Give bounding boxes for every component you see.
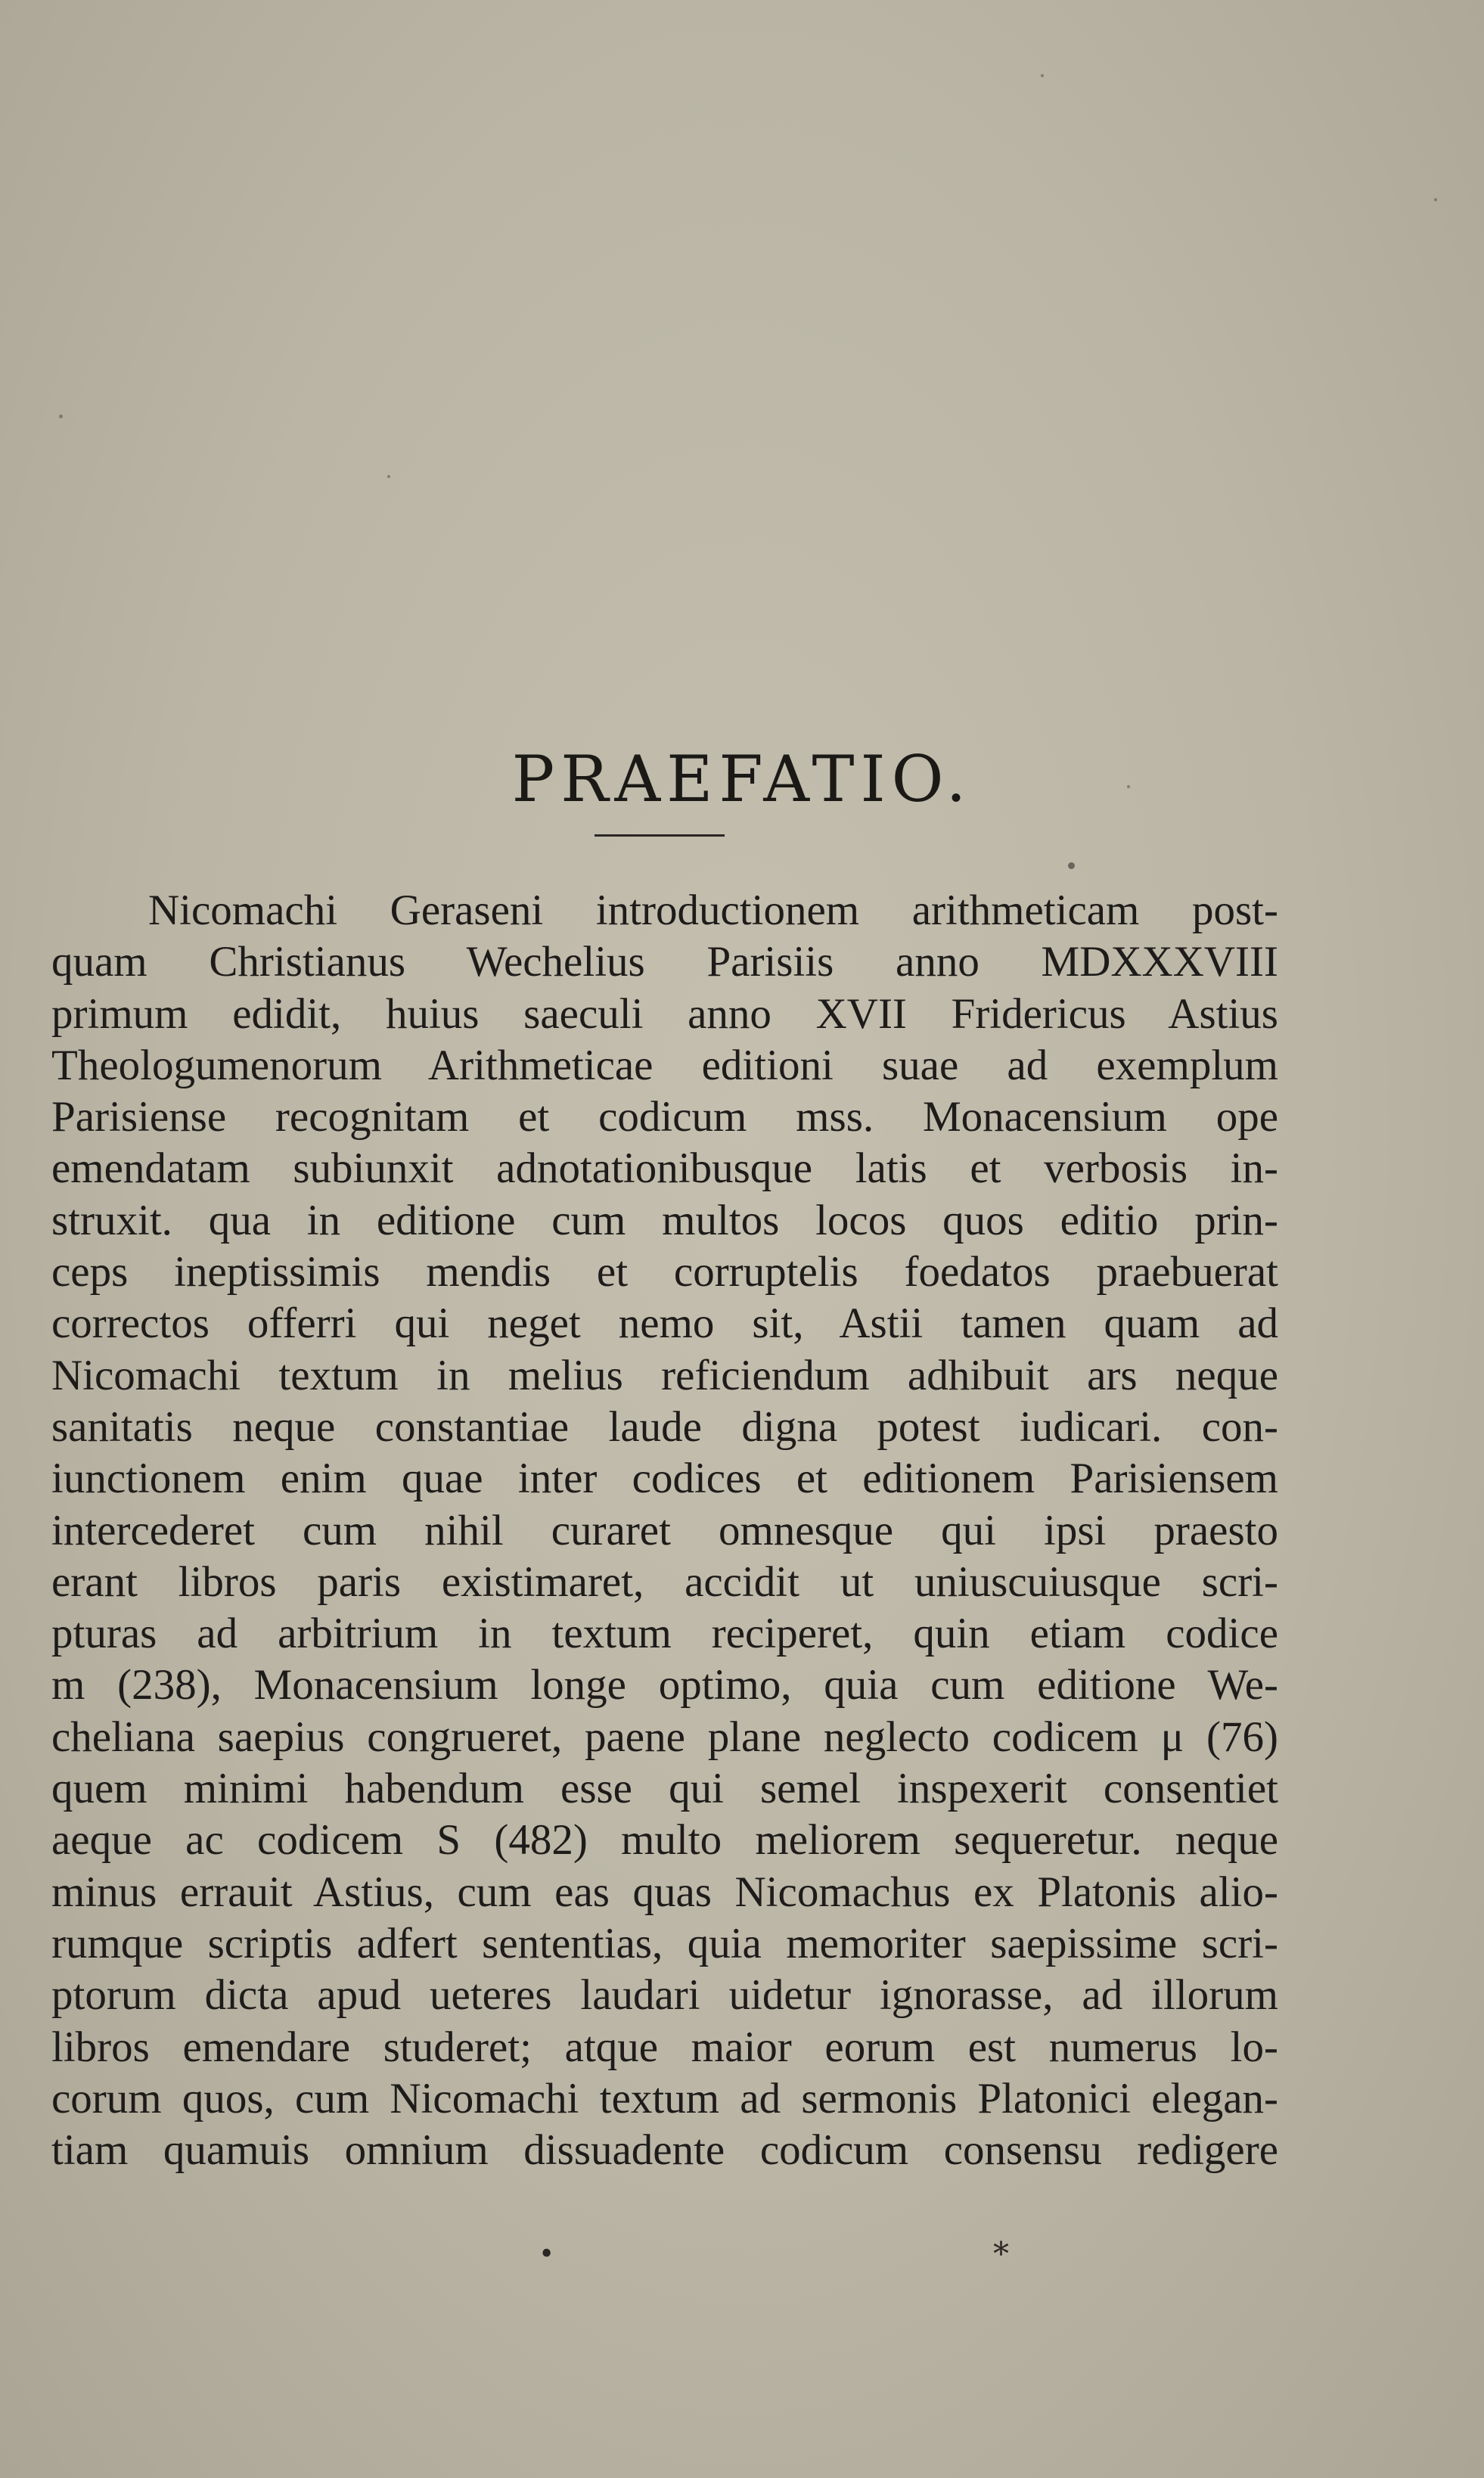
text-line: Parisiense recognitam et codicum mss. Monacensium ope [51, 1093, 1278, 1141]
paper-speck [1434, 198, 1437, 201]
text-line: emendatam subiunxit adnotationibusque latis et verbosis in- [51, 1144, 1278, 1193]
paper-speck [1041, 74, 1044, 77]
text-line: tiam quamuis omnium dissuadente codicum consensu redigere [51, 2126, 1278, 2175]
text-line: Nicomachi Geraseni introductionem arithmeticam post- [148, 887, 1278, 934]
text-line: iunctionem enim quae inter codices et editionem Parisiensem [51, 1455, 1278, 1503]
text-line: quam Christianus Wechelius Parisiis anno MDXXXVIII [51, 938, 1278, 986]
text-line: ceps ineptissimis mendis et corruptelis foedatos praebuerat [51, 1248, 1278, 1296]
paper-speck [1068, 862, 1075, 869]
text-line: primum edidit, huius saeculi anno XVII Fridericus Astius [51, 989, 1278, 1038]
title-divider [595, 834, 725, 837]
text-line: aeque ac codicem S (482) multo meliorem sequeretur. neque [51, 1816, 1278, 1865]
paper-speck [387, 475, 390, 478]
text-line: erant libros paris existimaret, accidit ut uniuscuiusque scri- [51, 1557, 1278, 1606]
text-line: intercederet cum nihil curaret omnesque qui ipsi praesto [51, 1506, 1278, 1554]
preface-body [51, 885, 1278, 2176]
text-line: libros emendare studeret; atque maior eorum est numerus lo- [51, 2023, 1278, 2071]
text-line: cheliana saepius congrueret, paene plane neglecto codicem μ (76) [51, 1713, 1278, 1761]
signature-asterisk: * [993, 2235, 1009, 2272]
text-line: Nicomachi textum in melius reficiendum adhibuit ars neque [51, 1351, 1278, 1399]
text-line: corum quos, cum Nicomachi textum ad sermonis Platonici elegan- [51, 2074, 1278, 2122]
text-line: correctos offerri qui neget nemo sit, Astii tamen quam ad [51, 1300, 1278, 1348]
signature-mark: • [539, 2239, 555, 2270]
text-line: Theologumenorum Arithmeticae editioni suae ad exemplum [51, 1041, 1278, 1089]
text-line: minus errauit Astius, cum eas quas Nicomachus ex Platonis alio- [51, 1868, 1278, 1916]
text-line: ptorum dicta apud ueteres laudari uidetur ignorasse, ad illorum [51, 1971, 1278, 2020]
text-line: m (238), Monacensium longe optimo, quia cum editione We- [51, 1661, 1278, 1709]
text-line: struxit. qua in editione cum multos locos quos editio prin- [51, 1196, 1278, 1244]
text-line: quem minimi habendum esse qui semel inspexerit consentiet [51, 1765, 1278, 1813]
paper-speck [59, 415, 63, 418]
page-title: PRAEFATIO. [511, 742, 973, 817]
text-line: rumque scriptis adfert sententias, quia memoriter saepissime scri- [51, 1919, 1278, 1967]
text-line: sanitatis neque constantiae laude digna potest iudicari. con- [51, 1402, 1278, 1451]
text-line: pturas ad arbitrium in textum reciperet, quin etiam codice [51, 1610, 1278, 1658]
